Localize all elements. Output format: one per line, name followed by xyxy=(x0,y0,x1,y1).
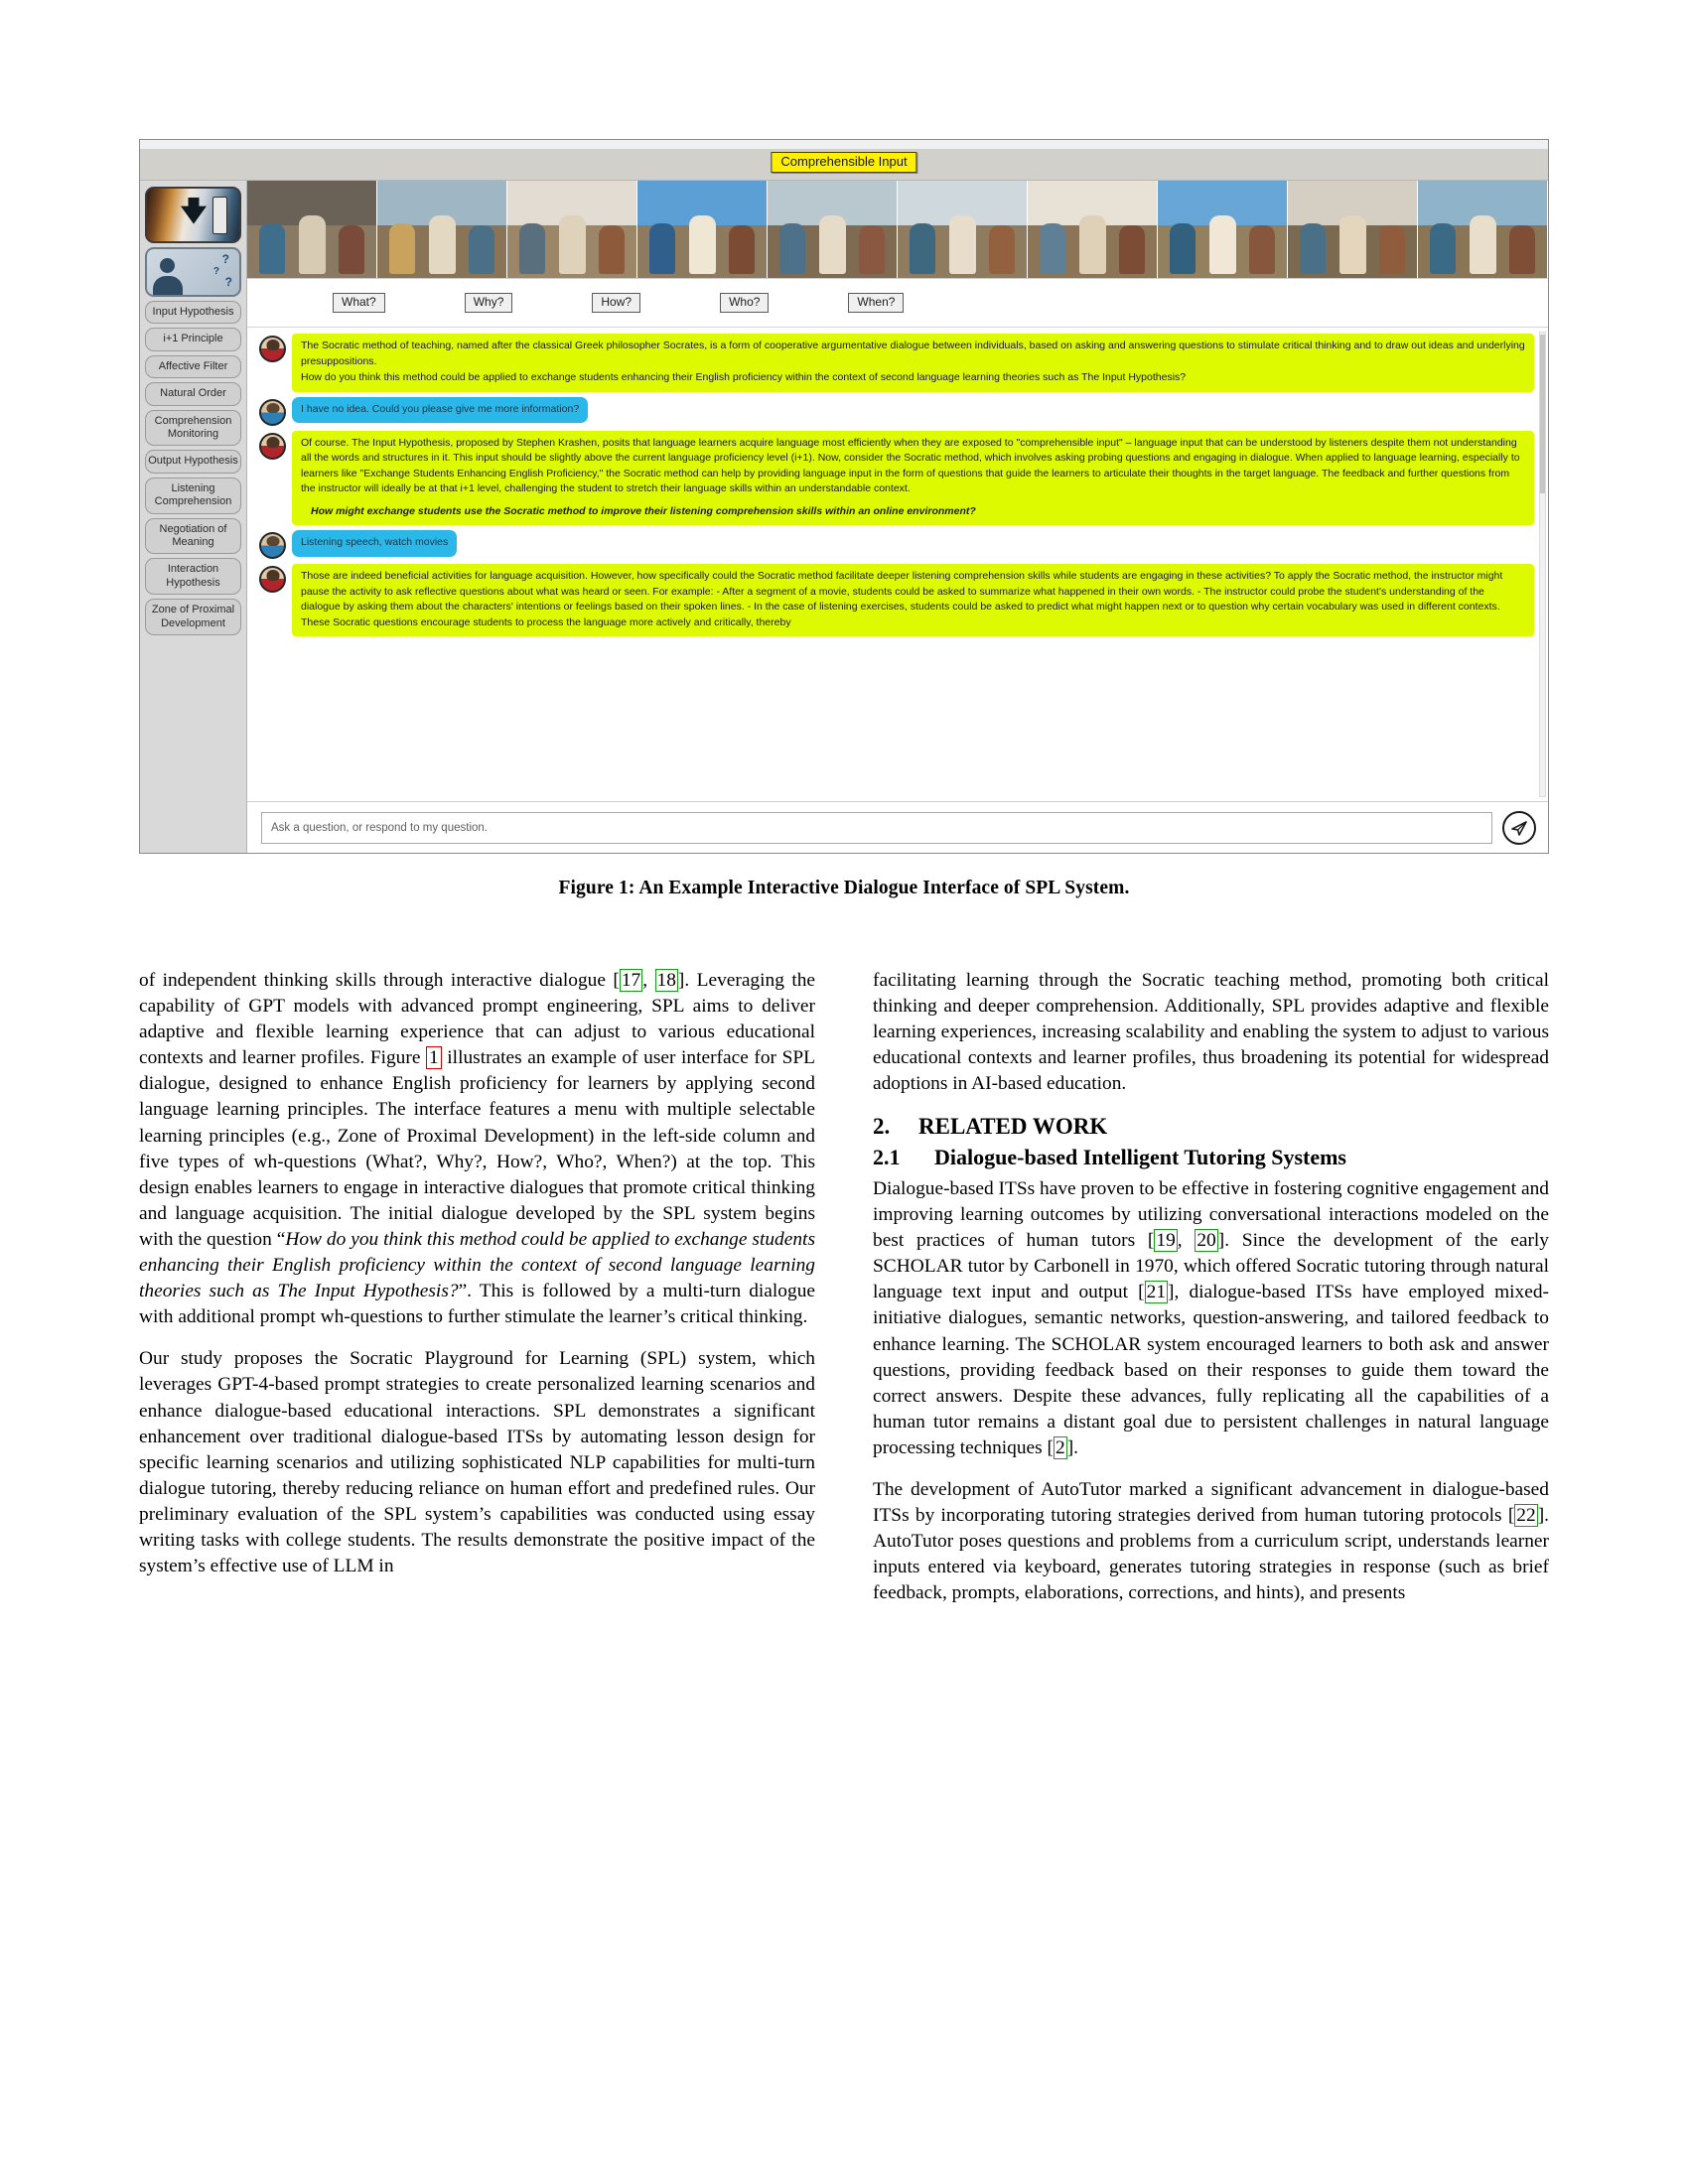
sidebar-item-listening-comprehension[interactable]: Listening Comprehension xyxy=(145,478,241,514)
quoted-question: How do you think this method could be applied to exchange students enhancing their English proficiency within the context of second language learning theories such as The Input Hypothesis? xyxy=(139,1228,815,1302)
paragraph: facilitating learning through the Socratic teaching method, promoting both critical thinking and deeper comprehension. Additionally, SPL provides adaptive and flexible learning experiences, increasing scalability and enabling the system to adjust to various educational contexts and learner profiles, thus broadening its potential for widespread adoptions in AI-based education. xyxy=(873,970,1549,1095)
principles-sidebar xyxy=(140,181,247,853)
scene-image xyxy=(1158,181,1288,278)
message-row xyxy=(257,334,1534,392)
section-heading xyxy=(873,1113,1549,1140)
dialogue-transcript[interactable] xyxy=(247,327,1548,801)
learner-message-bubble: Listening speech, watch movies xyxy=(292,530,457,557)
tutor-avatar-icon xyxy=(259,336,286,362)
scene-image xyxy=(1418,181,1548,278)
send-paper-plane-icon[interactable] xyxy=(1502,811,1536,845)
citation-link-19[interactable]: 19 xyxy=(1156,1230,1176,1252)
figure-caption: Figure 1: An Example Interactive Dialogue Interface of SPL System. xyxy=(558,878,1130,898)
scene-image xyxy=(898,181,1028,278)
app-topbar xyxy=(140,140,1548,181)
section-number: 2. xyxy=(873,1114,891,1140)
text-run: ]. xyxy=(1066,1436,1079,1458)
subsection-number: 2.1 xyxy=(873,1144,901,1169)
wh-button-how[interactable]: How? xyxy=(592,293,640,314)
subsection-title: Dialogue-based Intelligent Tutoring Systems xyxy=(934,1144,1346,1169)
text-run: The development of AutoTutor marked a significant advancement in dialogue-based ITSs by incorporating tutoring strategies derived from human tutoring protocols [ xyxy=(873,1479,1549,1527)
sidebar-item-affective-filter[interactable]: Affective Filter xyxy=(145,355,241,378)
citation-link-20[interactable]: 20 xyxy=(1196,1230,1216,1252)
text-run: ], dialogue-based ITSs have employed mixed-initiative dialogues, semantic networks, question-answering, and tailored feedback to enhance learning. The SCHOLAR system encouraged learners to both ask and answer questions, providing feedback based on their responses to guide them toward the correct answers. Despite these advances, fully replicating all the capabilities of a human tutor remains a distant goal due to persistent challenges in natural language processing techniques [ xyxy=(873,1282,1549,1458)
sidebar-item-zone-of-proximal-development[interactable]: Zone of Proximal Development xyxy=(145,599,241,635)
paragraph xyxy=(873,1477,1549,1606)
right-column xyxy=(873,968,1549,1606)
section-title: RELATED WORK xyxy=(918,1114,1108,1140)
app-body xyxy=(140,181,1548,853)
classroom-illustration-strip xyxy=(247,181,1548,279)
message-row xyxy=(257,530,1534,559)
wh-button-what[interactable]: What? xyxy=(333,293,385,314)
scene-image xyxy=(507,181,637,278)
paragraph: Our study proposes the Socratic Playground for Learning (SPL) system, which leverages GPT-4-based prompt strategies to create personalized learning scenarios and enhance dialogue-based educational interactions. SPL demonstrates a significant enhancement over traditional dialogue-based ITSs by automating lesson design for specific learning scenarios and utilizing sophisticated NLP capabilities for multi-turn dialogue tutoring, thereby reducing reliance on human effort and predefined rules. Our preliminary evaluation of the SPL system’s capabilities was conducted using essay writing tasks with college students. The results demonstrate the positive impact of the system’s effective use of LLM in xyxy=(139,1348,815,1577)
citation-link-18[interactable]: 18 xyxy=(656,970,676,991)
text-run: , xyxy=(642,970,655,991)
scene-image xyxy=(1028,181,1158,278)
message-line: Of course. The Input Hypothesis, proposed by Stephen Krashen, posits that language learners acquire language most efficiently when they are exposed to "comprehensible input" – language input that can be understood by listeners despite them not understanding all the words and structures in it. This input should be slightly above the current language proficiency level (i+1). Now, consider the Socratic method, which involves asking probing questions and engaging in dialogue. When applied to language learning, especially to learners like "Exchange Students Enhancing English Proficiency," the Socratic method can help by providing language input in the form of questions that guide the learners to articulate their thoughts in the target language. The feedback and further questions from the instructor will ideally be at that i+1 level, challenging the student to stretch their language skills within an understandable context. xyxy=(301,436,1520,495)
wh-button-who[interactable]: Who? xyxy=(720,293,769,314)
tutor-avatar-icon xyxy=(259,566,286,593)
paragraph xyxy=(139,968,815,1330)
text-run: illustrates an example of user interface for SPL dialogue, designed to enhance English proficiency for learners by applying second language learning principles. The interface features a menu with multiple selectable learning principles (e.g., Zone of Proximal Development) in the left-side column and five types of wh-questions (What?, Why?, How?, Who?, When?) at the top. This design enables learners to engage in interactive dialogues that promote critical thinking and language acquisition. The initial dialogue developed by the SPL system begins with the question “ xyxy=(139,1047,815,1250)
figure-reference-link[interactable]: 1 xyxy=(426,1046,442,1069)
tutor-avatar-icon xyxy=(259,433,286,460)
text-run: ”. This is followed by a multi-turn dialogue with additional prompt wh-questions to further stimulate the learner’s critical thinking. xyxy=(139,1281,815,1328)
sidebar-item-output-hypothesis[interactable]: Output Hypothesis xyxy=(145,450,241,473)
citation-link-17[interactable]: 17 xyxy=(621,970,641,991)
wh-question-buttons-row xyxy=(247,279,1548,327)
wh-button-when[interactable]: When? xyxy=(848,293,904,314)
message-input-field[interactable]: Ask a question, or respond to my question. xyxy=(261,812,1492,844)
two-column-body xyxy=(139,968,1549,1606)
tutor-message-bubble xyxy=(292,334,1534,392)
app-main-column xyxy=(247,181,1548,853)
learner-avatar-icon xyxy=(259,532,286,559)
wh-button-why[interactable]: Why? xyxy=(465,293,513,314)
message-line: Those are indeed beneficial activities for language acquisition. However, how specifically could the Socratic method facilitate deeper listening comprehension skills while students are engaging in these activities? To apply the Socratic method, the instructor might pause the activity to ask reflective questions about what was heard or seen. For example: - After a segment of a movie, students could be asked to summarize what happened in their own words. - The instructor could probe the student's understanding of the dialogue by asking them about the characters' intentions or feelings based on their spoken lines. - In the case of listening exercises, students could be asked to predict what might happen next or to question why certain vocabulary was used in different contexts. These Socratic questions encourage students to process the language more actively and critically, thereby xyxy=(301,570,1503,628)
selected-principle-chip[interactable]: Comprehensible Input xyxy=(771,152,916,173)
tutor-message-bubble xyxy=(292,431,1534,526)
text-run: ]. Since the development of the early SCHOLAR tutor by Carbonell in 1970, which offered Socratic tutoring through natural language text input and output [ xyxy=(873,1230,1549,1303)
text-run: , xyxy=(1177,1230,1196,1252)
spl-app-window xyxy=(139,139,1549,854)
message-row xyxy=(257,564,1534,636)
thinking-person-icon[interactable]: ? ? ? xyxy=(145,247,241,297)
scene-image xyxy=(377,181,507,278)
learner-avatar-icon xyxy=(259,399,286,426)
sidebar-item-negotiation-of-meaning[interactable]: Negotiation of Meaning xyxy=(145,518,241,555)
text-run: ]. Leveraging the capability of GPT models with advanced prompt engineering, SPL aims to deliver adaptive and flexible learning experience that can adjust to various educational contexts and learner profiles. Figure xyxy=(139,970,816,1069)
sidebar-item-input-hypothesis[interactable]: Input Hypothesis xyxy=(145,301,241,324)
sidebar-item-natural-order[interactable]: Natural Order xyxy=(145,382,241,405)
text-run: ]. AutoTutor poses questions and problems from a curriculum script, understands learner inputs entered via keyboard, generates tutoring strategies in response (such as brief feedback, prompts, elaborations, corrections, and hints), and presents xyxy=(873,1505,1549,1604)
message-line: How do you think this method could be applied to exchange students enhancing their English proficiency within the context of second language learning theories such as The Input Hypothesis? xyxy=(301,371,1187,384)
figure-1-screenshot xyxy=(139,139,1549,854)
scrollbar-thumb[interactable] xyxy=(1540,335,1545,493)
text-run: Dialogue-based ITSs have proven to be effective in fostering cognitive engagement and improving learning outcomes by utilizing conversational interactions modeled on the best practices of human tutors [ xyxy=(873,1177,1549,1252)
sidebar-item-i-plus-1-principle[interactable]: i+1 Principle xyxy=(145,328,241,350)
left-column xyxy=(139,968,815,1606)
download-arrow-logo-icon xyxy=(145,187,241,243)
message-row xyxy=(257,397,1534,426)
transcript-scrollbar[interactable] xyxy=(1539,332,1546,797)
sidebar-item-comprehension-monitoring[interactable]: Comprehension Monitoring xyxy=(145,410,241,447)
sidebar-item-interaction-hypothesis[interactable]: Interaction Hypothesis xyxy=(145,558,241,595)
message-input-bar xyxy=(247,801,1548,853)
tutor-probe-question: How might exchange students use the Socratic method to improve their listening comprehension skills within an online environment? xyxy=(311,504,976,517)
message-row xyxy=(257,431,1534,526)
scene-image xyxy=(768,181,898,278)
scene-image xyxy=(247,181,377,278)
citation-link-22[interactable]: 22 xyxy=(1516,1505,1536,1527)
scene-image xyxy=(637,181,768,278)
subsection-heading xyxy=(873,1145,1549,1170)
tutor-message-bubble xyxy=(292,564,1534,636)
citation-link-2[interactable]: 2 xyxy=(1055,1436,1065,1458)
message-line: The Socratic method of teaching, named after the classical Greek philosopher Socrates, is a form of cooperative argumentative dialogue between individuals, based on asking and answering questions to stimulate critical thinking and to draw out ideas and underlying presuppositions. xyxy=(301,340,1525,367)
paragraph xyxy=(873,1176,1549,1461)
citation-link-21[interactable]: 21 xyxy=(1146,1282,1167,1303)
learner-message-bubble: I have no idea. Could you please give me more information? xyxy=(292,397,588,424)
text-run: of independent thinking skills through interactive dialogue [ xyxy=(139,970,620,991)
scene-image xyxy=(1288,181,1418,278)
